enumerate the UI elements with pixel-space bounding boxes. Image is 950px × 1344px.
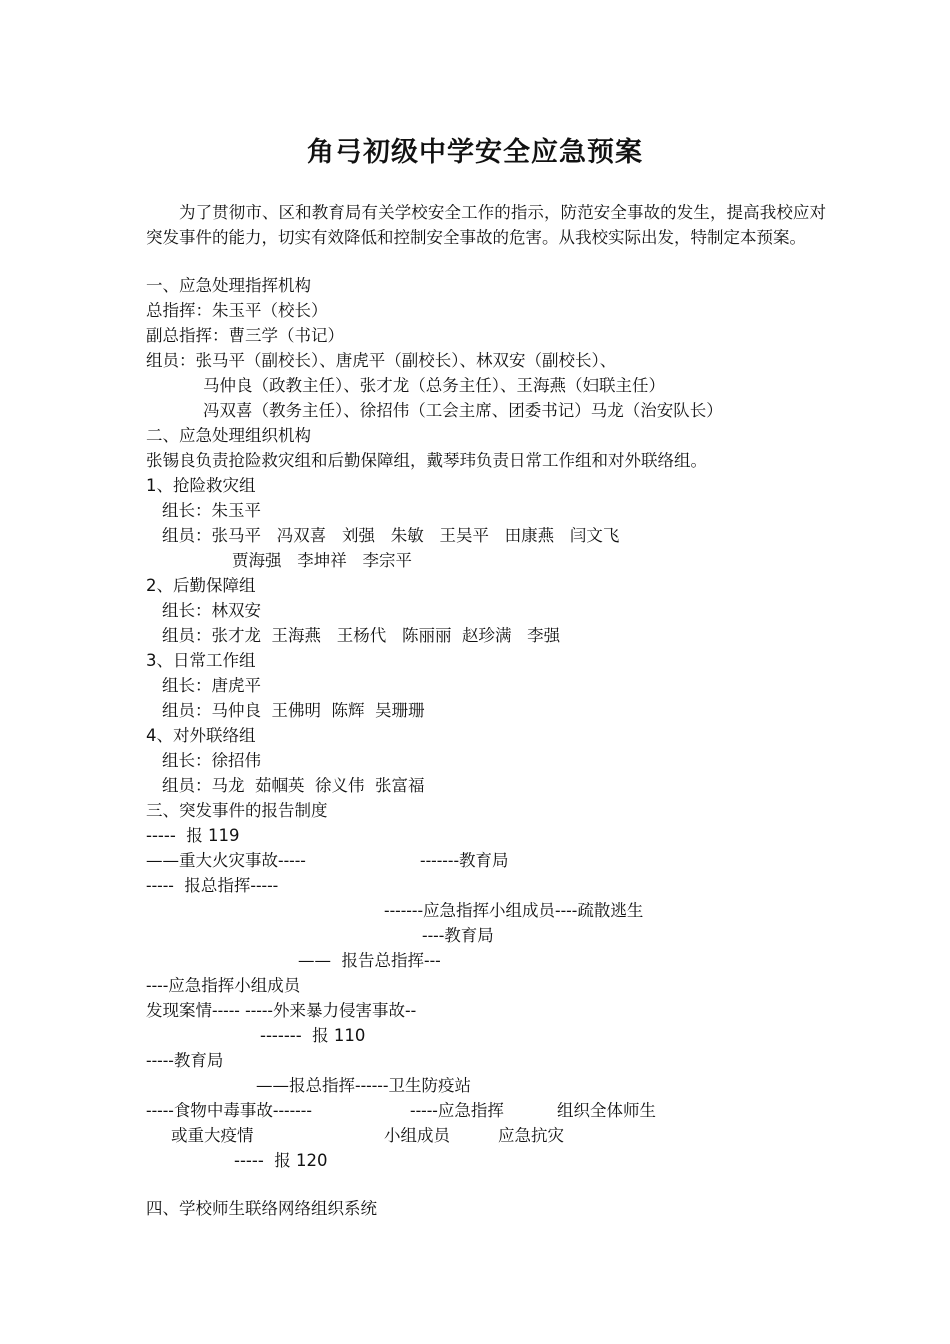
flow-food-poisoning: -----食物中毒事故------- — [146, 1101, 312, 1120]
flow-report-commander-1: ----- 报总指挥----- — [146, 876, 279, 895]
flow-report-commander-2: —— 报告总指挥--- — [298, 951, 441, 970]
flow-emergency-command: -----应急指挥 — [410, 1101, 504, 1120]
flow-case-violence: 发现案情----- -----外来暴力侵害事故-- — [146, 1001, 417, 1020]
group-2-heading: 2、后勤保障组 — [146, 576, 256, 595]
section-2-description: 张锡良负责抢险救灾组和后勤保障组，戴琴玮负责日常工作组和对外联络组。 — [146, 451, 707, 470]
flow-education-bureau-2: ----教育局 — [422, 926, 494, 945]
group-2-leader: 组长：林双安 — [162, 601, 261, 620]
flow-major-epidemic: 或重大疫情 — [171, 1126, 254, 1145]
group-4-heading: 4、对外联络组 — [146, 726, 256, 745]
group-1-members: 组员：张马平 冯双喜 刘强 朱敏 王吴平 田康燕 闫文飞 — [162, 526, 620, 545]
flow-report-110: ------- 报 110 — [260, 1026, 366, 1045]
intro-paragraph: 为了贯彻市、区和教育局有关学校安全工作的指示，防范安全事故的发生，提高我校应对突发事件的能力，切实有效降低和控制安全事故的危害。从我校实际出发，特制定本预案。 — [146, 203, 826, 247]
section-2-heading: 二、应急处理组织机构 — [146, 426, 311, 445]
members-line-2: 马仲良（政教主任）、张才龙（总务主任）、王海燕（妇联主任） — [203, 376, 665, 395]
group-1-leader: 组长：朱玉平 — [162, 501, 261, 520]
section-3-heading: 三、突发事件的报告制度 — [146, 801, 328, 820]
flow-report-commander-epidemic: ——报总指挥------卫生防疫站 — [256, 1076, 471, 1095]
flow-education-bureau-1: -------教育局 — [420, 851, 509, 870]
group-4-leader: 组长：徐招伟 — [162, 751, 261, 770]
flow-emergency-members-evacuate: -------应急指挥小组成员----疏散逃生 — [384, 901, 644, 920]
flow-report-120: ----- 报 120 — [234, 1151, 328, 1170]
commander-line: 总指挥：朱玉平（校长） — [146, 301, 328, 320]
flow-major-fire: ——重大火灾事故----- — [146, 851, 306, 870]
flow-organize-all: 组织全体师生 — [557, 1101, 656, 1120]
flow-education-bureau-3: -----教育局 — [146, 1051, 224, 1070]
group-4-members: 组员：马龙 茹帼英 徐义伟 张富福 — [162, 776, 425, 795]
flow-report-119: ----- 报 119 — [146, 826, 240, 845]
group-2-members: 组员：张才龙 王海燕 王杨代 陈丽丽 赵珍满 李强 — [162, 626, 561, 645]
members-line-1: 组员：张马平（副校长）、唐虎平（副校长）、林双安（副校长）、 — [146, 351, 617, 370]
document-title: 角弓初级中学安全应急预案 — [307, 137, 643, 168]
group-3-members: 组员：马仲良 王佛明 陈辉 吴珊珊 — [162, 701, 425, 720]
section-1-heading: 一、应急处理指挥机构 — [146, 276, 311, 295]
members-line-3: 冯双喜（教务主任）、徐招伟（工会主席、团委书记）马龙（治安队长） — [203, 401, 723, 420]
flow-emergency-response: 应急抗灾 — [498, 1126, 564, 1145]
deputy-commander-line: 副总指挥：曹三学（书记） — [146, 326, 344, 345]
flow-group-members: 小组成员 — [384, 1126, 450, 1145]
group-1-members-cont: 贾海强 李坤祥 李宗平 — [232, 551, 412, 570]
section-4-heading: 四、学校师生联络网络组织系统 — [146, 1199, 377, 1218]
group-1-heading: 1、抢险救灾组 — [146, 476, 256, 495]
flow-emergency-members: ----应急指挥小组成员 — [146, 976, 301, 995]
group-3-leader: 组长：唐虎平 — [162, 676, 261, 695]
group-3-heading: 3、日常工作组 — [146, 651, 256, 670]
